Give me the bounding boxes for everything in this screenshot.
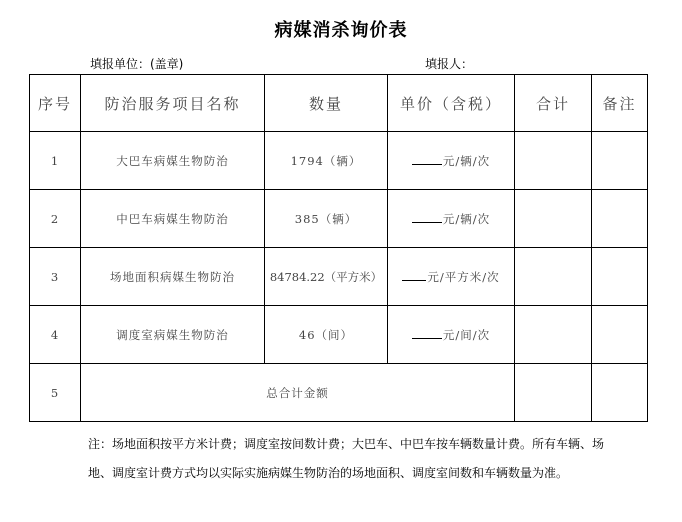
row-no: 1: [30, 132, 81, 190]
header-unit-price: 单价（含税）: [388, 75, 515, 132]
row-total[interactable]: [515, 306, 592, 364]
header-total: 合计: [515, 75, 592, 132]
filler-unit-label: 填报单位：(盖章): [90, 57, 184, 71]
row-no: 2: [30, 190, 81, 248]
unit-price-text: 元/辆/次: [442, 211, 491, 226]
unit-price-text: 元/间/次: [442, 327, 491, 342]
row-total[interactable]: [515, 248, 592, 306]
row-total[interactable]: [515, 132, 592, 190]
table-row: [30, 306, 648, 364]
header-remark: 备注: [592, 75, 648, 132]
row-remark[interactable]: [592, 190, 648, 248]
header-item: 防治服务项目名称: [81, 75, 265, 132]
row-quantity: 1794（辆）: [265, 132, 388, 190]
table-row: [30, 190, 648, 248]
row-remark[interactable]: [592, 248, 648, 306]
header-row: [30, 75, 648, 132]
row-unit-price: [388, 248, 515, 306]
row-no: 4: [30, 306, 81, 364]
table-row: [30, 132, 648, 190]
unit-price-text: 元/平方米/次: [427, 269, 500, 284]
row-quantity: 46（间）: [265, 306, 388, 364]
row-item: 调度室病媒生物防治: [81, 306, 265, 364]
summary-no: 5: [30, 364, 81, 422]
price-blank[interactable]: [412, 211, 442, 223]
summary-row: [30, 364, 648, 422]
row-no: 3: [30, 248, 81, 306]
row-item: 大巴车病媒生物防治: [81, 132, 265, 190]
row-total[interactable]: [515, 190, 592, 248]
row-unit-price: [388, 190, 515, 248]
quotation-table: [29, 74, 648, 422]
document-title: 病媒消杀询价表: [274, 20, 408, 41]
row-item: 场地面积病媒生物防治: [81, 248, 265, 306]
row-quantity: 84784.22（平方米）: [265, 248, 388, 306]
header-quantity: 数量: [265, 75, 388, 132]
table-row: [30, 248, 648, 306]
row-unit-price: [388, 306, 515, 364]
summary-total[interactable]: [515, 364, 592, 422]
price-blank[interactable]: [402, 269, 426, 281]
price-blank[interactable]: [412, 327, 442, 339]
summary-remark[interactable]: [592, 364, 648, 422]
filler-person-label: 填报人：: [425, 57, 474, 71]
row-unit-price: [388, 132, 515, 190]
summary-label: 总合计金额: [81, 364, 515, 422]
row-quantity: 385（辆）: [265, 190, 388, 248]
row-remark[interactable]: [592, 132, 648, 190]
header-no: 序号: [30, 75, 81, 132]
price-blank[interactable]: [412, 153, 442, 165]
unit-price-text: 元/辆/次: [442, 153, 491, 168]
footnote: 注：场地面积按平方米计费；调度室按间数计费；大巴车、中巴车按车辆数量计费。所有车辆、场地、调度室计费方式均以实际实施病媒生物防治的场地面积、调度室间数和车辆数量为准。: [88, 437, 605, 480]
row-item: 中巴车病媒生物防治: [81, 190, 265, 248]
row-remark[interactable]: [592, 306, 648, 364]
